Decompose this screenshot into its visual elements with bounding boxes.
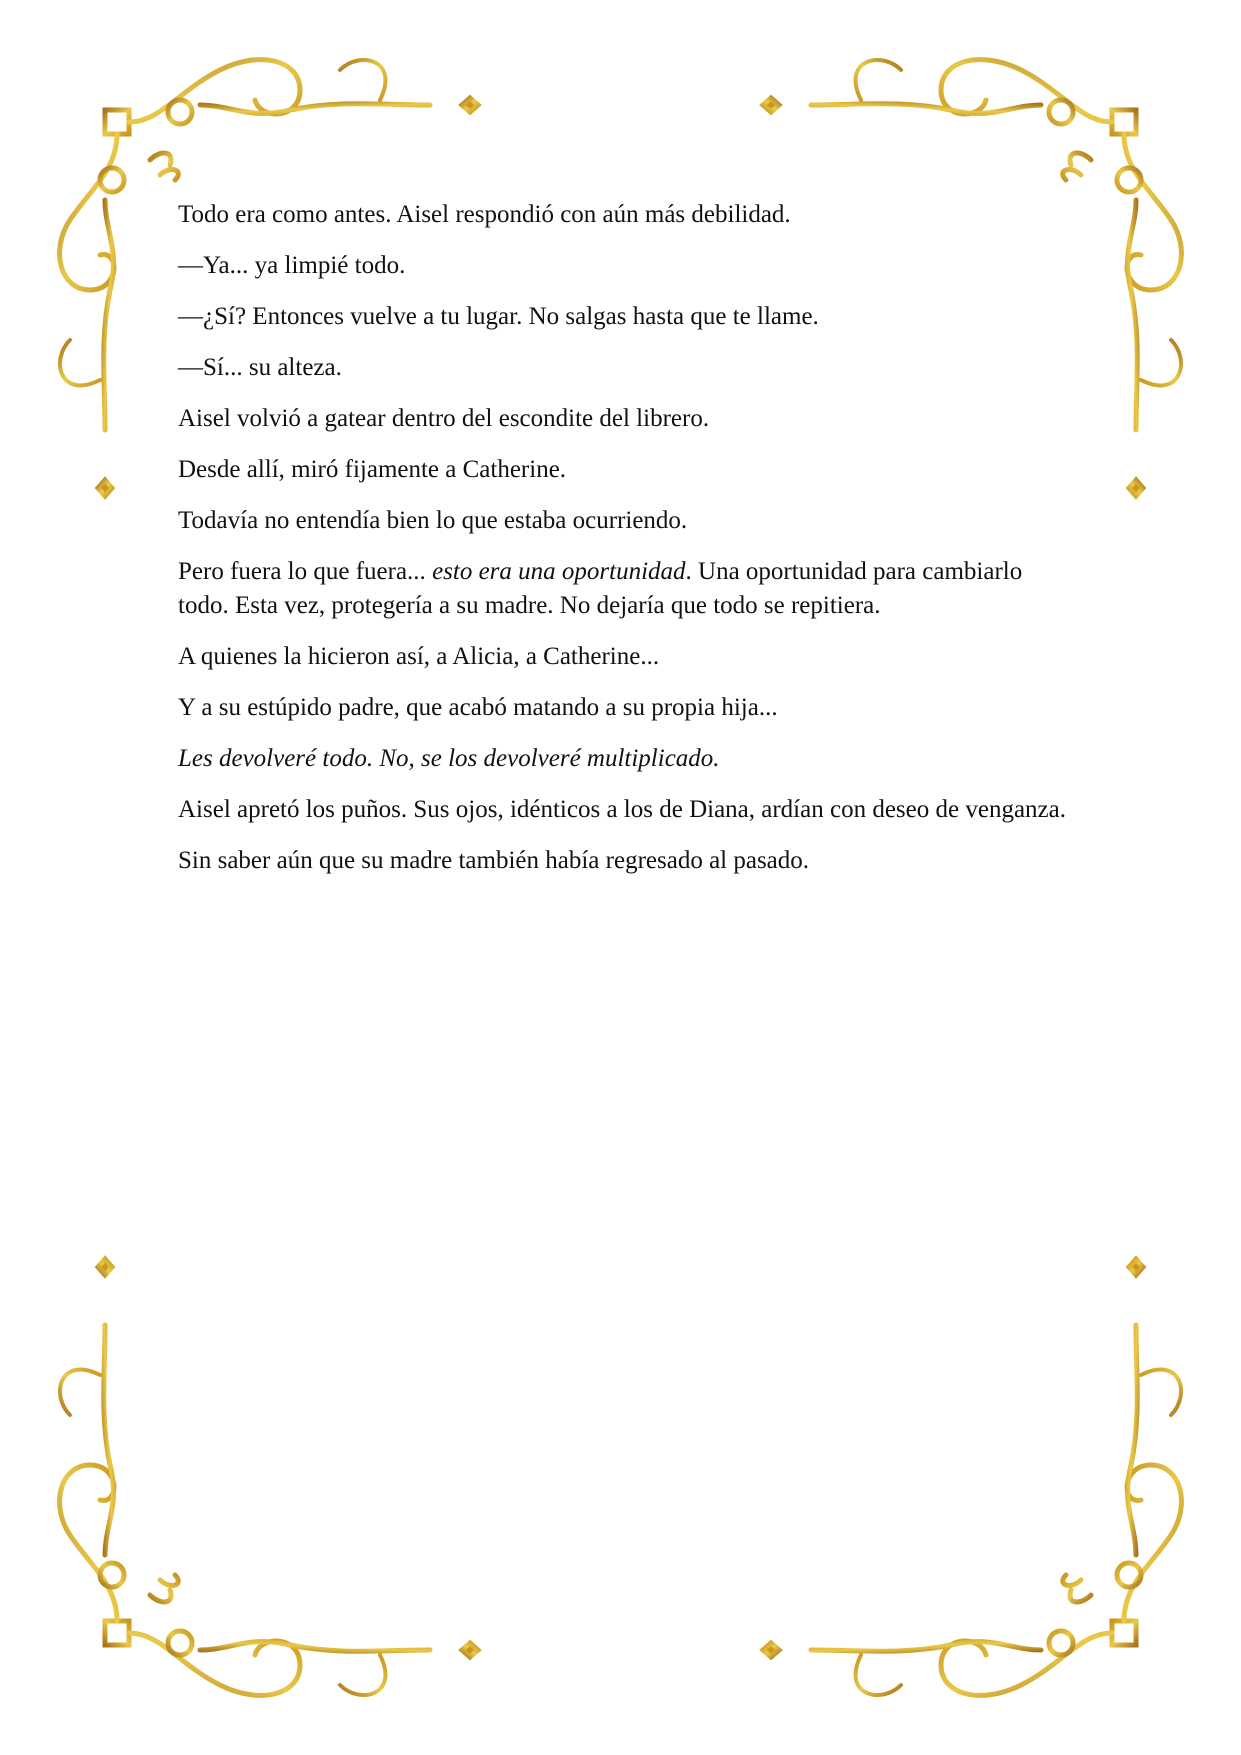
- paragraph: —¿Sí? Entonces vuelve a tu lugar. No salgas hasta que te llame.: [178, 303, 819, 330]
- corner-ornament-bottom-right: [763, 1259, 1181, 1695]
- paragraph: —Sí... su alteza.: [178, 354, 342, 381]
- text-run: Pero fuera lo que fuera...: [178, 558, 433, 585]
- document-body: [178, 198, 1078, 895]
- paragraph-italic: [178, 742, 1078, 776]
- paragraph: Todo era como antes. Aisel respondió con aún más debilidad.: [178, 201, 791, 228]
- paragraph: —Ya... ya limpié todo.: [178, 252, 406, 279]
- paragraph: Aisel apretó los puños. Sus ojos, idénticos a los de Diana, ardían con deseo de venganza.: [178, 796, 1066, 823]
- paragraph: A quienes la hicieron así, a Alicia, a Catherine...: [178, 643, 660, 670]
- paragraph: Y a su estúpido padre, que acabó matando a su propia hija...: [178, 694, 778, 721]
- text-run: . Una oportunidad para cambiarlo todo. Esta vez, protegería a su madre. No dejaría que todo se repitiera.: [178, 558, 1023, 619]
- paragraph: Desde allí, miró fijamente a Catherine.: [178, 456, 567, 483]
- corner-ornament-bottom-left: [60, 1259, 478, 1695]
- paragraph: Todavía no entendía bien lo que estaba ocurriendo.: [178, 507, 688, 534]
- italic-run: Les devolveré todo. No, se los devolveré multiplicado.: [178, 745, 720, 772]
- italic-run: esto era una oportunidad: [432, 558, 686, 585]
- paragraph: Sin saber aún que su madre también había regresado al pasado.: [178, 847, 810, 874]
- paragraph: [178, 555, 1078, 623]
- paragraph: Aisel volvió a gatear dentro del escondite del librero.: [178, 405, 710, 432]
